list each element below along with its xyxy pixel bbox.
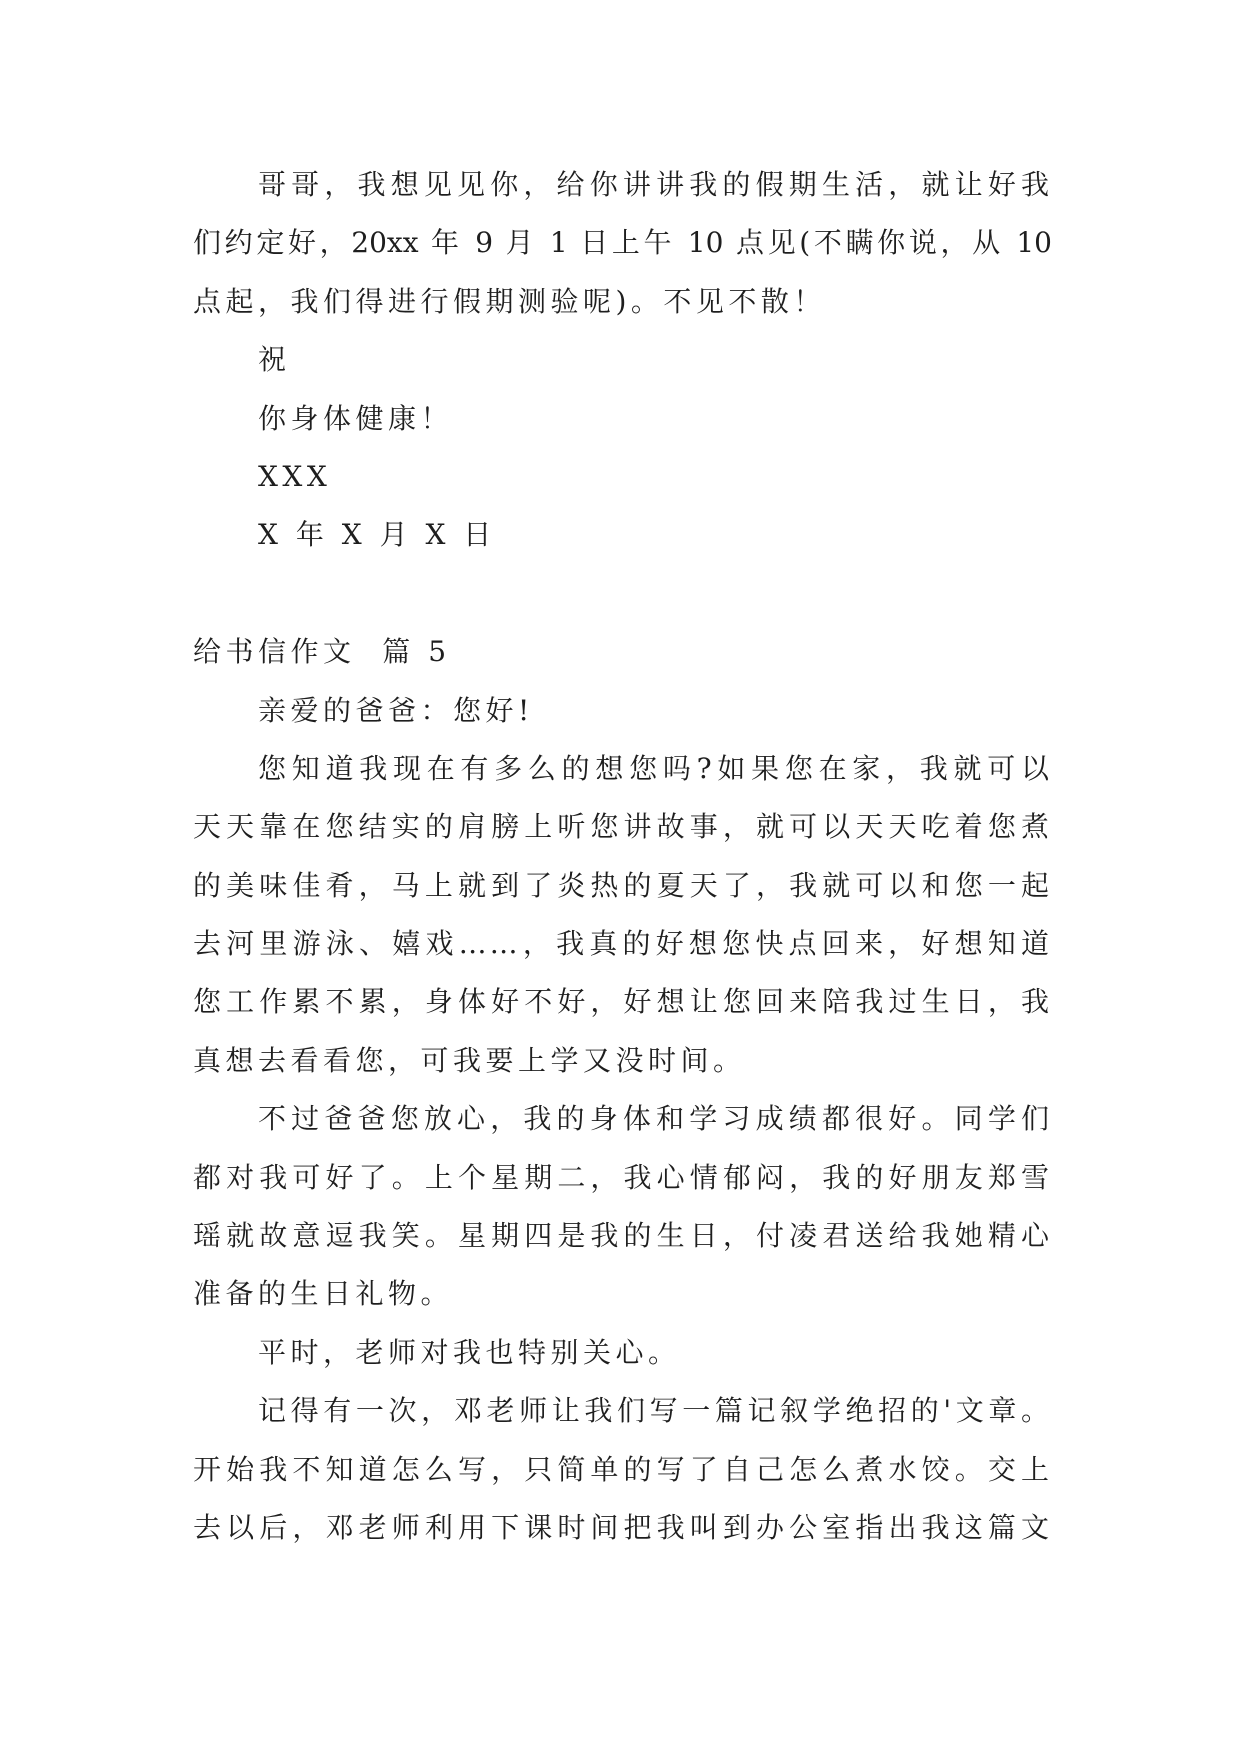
date-line: X 年 X 月 X 日 — [258, 518, 496, 552]
paragraph — [193, 1382, 1052, 1557]
paragraph — [193, 740, 1052, 1090]
paragraph-line: 瑶就故意逗我笑。星期四是我的生日，付凌君送给我她精心 — [193, 1219, 1052, 1253]
signature: XXX — [258, 459, 332, 493]
paragraph-line: 去河里游泳、嬉戏……，我真的好想您快点回来，好想知道 — [193, 927, 1052, 961]
paragraph — [193, 1324, 1052, 1382]
section-spacer — [193, 565, 1052, 623]
paragraph-line: 开始我不知道怎么写，只简单的写了自己怎么煮水饺。交上 — [193, 1452, 1052, 1486]
section-heading: 给书信作文 篇 5 — [193, 635, 451, 669]
paragraph-line: 真想去看看您，可我要上学又没时间。 — [193, 1043, 746, 1077]
paragraph-line: 的美味佳肴，马上就到了炎热的夏天了，我就可以和您一起 — [193, 868, 1052, 902]
paragraph-line: 点起，我们得进行假期测验呢)。不见不散！ — [193, 284, 826, 318]
paragraph-line: 平时，老师对我也特别关心。 — [258, 1335, 681, 1369]
paragraph-line: 们约定好，20xx 年 9 月 1 日上午 10 点见(不瞒你说，从 10 — [193, 226, 1052, 260]
salutation: 亲爱的爸爸：您好! — [258, 693, 534, 727]
paragraph — [193, 1090, 1052, 1324]
paragraph-line: 去以后，邓老师利用下课时间把我叫到办公室指出我这篇文 — [193, 1510, 1052, 1544]
paragraph-line: 您工作累不累，身体好不好，好想让您回来陪我过生日，我 — [193, 985, 1052, 1019]
paragraph-line: 天天靠在您结实的肩膀上听您讲故事，就可以天天吃着您煮 — [193, 810, 1052, 844]
paragraph-line: 哥哥，我想见见你，给你讲讲我的假期生活，就让好我 — [258, 168, 1052, 201]
paragraph-line: 记得有一次，邓老师让我们写一篇记叙学绝招的'文章。 — [258, 1394, 1052, 1428]
paragraph-line: 都对我可好了。上个星期二，我心情郁闷，我的好朋友郑雪 — [193, 1160, 1052, 1194]
article-section — [193, 623, 1052, 1557]
paragraph-line: 不过爸爸您放心，我的身体和学习成绩都很好。同学们 — [258, 1102, 1052, 1136]
previous-letter — [193, 156, 1052, 565]
wish-line: 你身体健康！ — [258, 401, 454, 435]
closing-line: 祝 — [258, 343, 291, 377]
paragraph-line: 准备的生日礼物。 — [193, 1277, 454, 1311]
paragraph-line: 您知道我现在有多么的想您吗?如果您在家，我就可以 — [258, 751, 1052, 785]
document-page — [193, 156, 1052, 1557]
